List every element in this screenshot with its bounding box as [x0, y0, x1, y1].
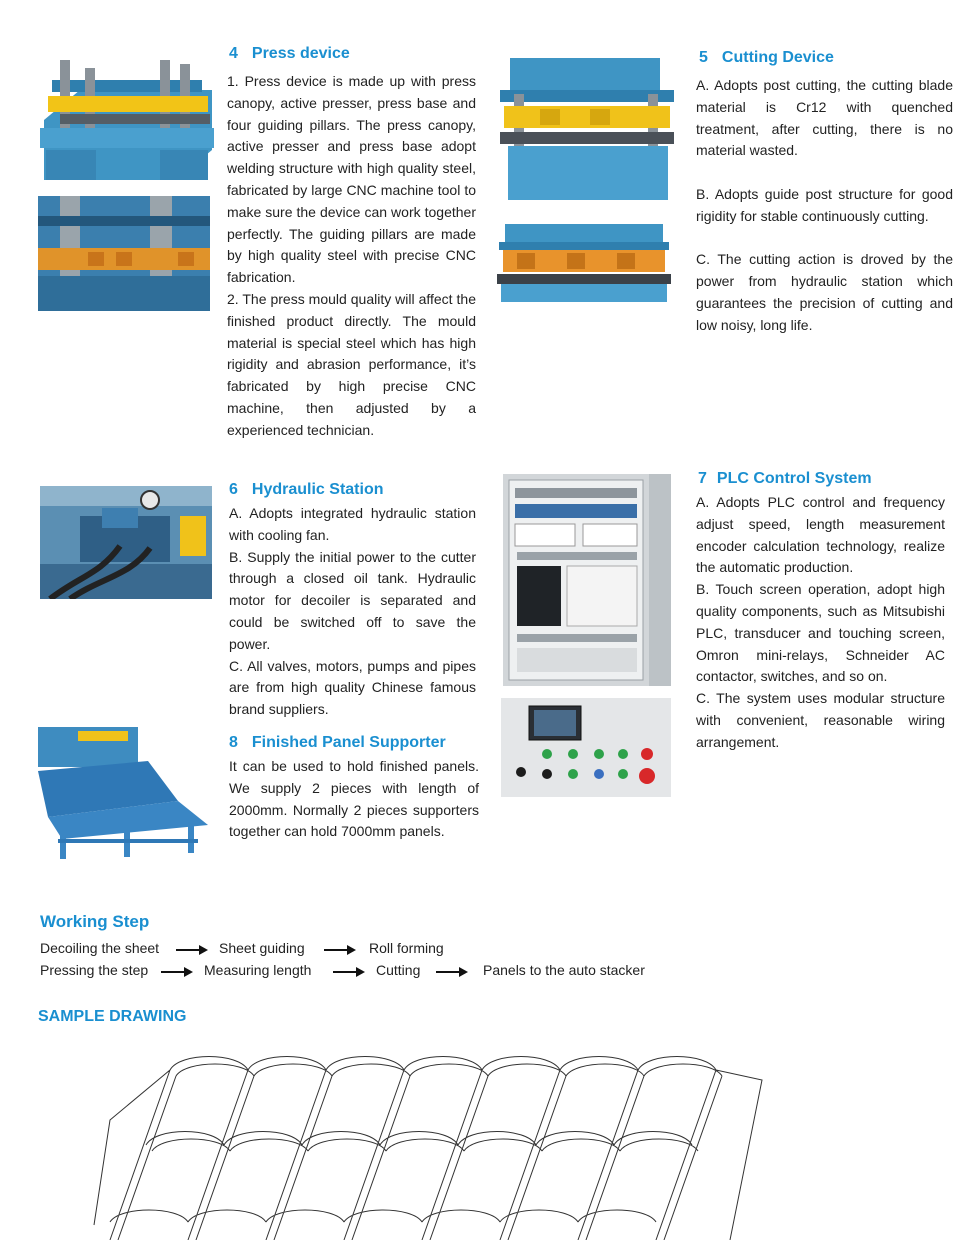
cutting-device-heading: 5 Cutting Device: [699, 49, 834, 66]
tile-outline: [94, 1057, 762, 1241]
panel-supporter-text: It can be used to hold finished panels. We supply 2 pieces with length of 2000mm. Normally 2 pieces supporters together can hold 7000mm panels.: [229, 758, 479, 840]
press-device-photo-bottom: [38, 196, 210, 311]
hydraulic-station-text: A. Adopts integrated hydraulic station with cooling fan. B. Supply the initial power to the cutter through a closed oil tank. Hydraulic motor for decoiler is separated and could be switched off to save the power. C. All valves, motors, pumps and pipes are from high quality Chinese famous brand suppliers.: [229, 505, 476, 718]
sample-drawing-heading: SAMPLE DRAWING: [38, 1008, 187, 1025]
step-roll-forming: Roll forming: [369, 940, 444, 956]
cutting-device-photo-bottom: [497, 218, 671, 304]
working-step-heading: Working Step: [40, 912, 150, 931]
press-device-text: 1. Press device is made up with press canopy, active presser, press base and four guiding pillars. The press canopy, active presser and press base adopt welding structure with high quality steel, fabricated by large CNC machine tool to make sure the device can work together perfectly. The guiding pillars are made by high quality steel with precise CNC fabrication. 2. The press mould quality will affect the finished product directly. The mould material is special steel which has high rigidity and abrasion performance, it’s fabricated by high precise CNC machine, then adjusted by a experienced technician.: [227, 73, 476, 438]
plc-control-heading: 7 PLC Control System: [698, 470, 872, 487]
cutting-device-photo-top: [500, 54, 674, 202]
arrow-icon: [161, 971, 191, 973]
sample-roof-tile-drawing: [90, 1050, 770, 1240]
hydraulic-station-photo: [40, 486, 212, 599]
plc-cabinet-photo: [503, 474, 671, 686]
plc-panel-photo: [501, 698, 671, 797]
step-auto-stacker: Panels to the auto stacker: [483, 962, 645, 978]
arrow-icon: [333, 971, 363, 973]
working-step-row-2: [0, 962, 980, 984]
arrow-icon: [176, 949, 206, 951]
cutting-device-text: A. Adopts post cutting, the cutting blade material is Cr12 with quenched treatment, after cutting, there is no material wasted. B. Adopts guide post structure for good rigidity for stable continuously cutting. C. The cutting action is droved by the power from hydraulic station which guarantees the precision of cutting and low noisy, long life.: [696, 77, 953, 333]
step-sheet-guiding: Sheet guiding: [219, 940, 305, 956]
press-device-heading: 4 Press device: [229, 45, 350, 62]
panel-supporter-heading: 8 Finished Panel Supporter: [229, 734, 446, 751]
step-pressing: Pressing the step: [40, 962, 149, 978]
press-device-photo-top: [40, 50, 214, 182]
plc-control-text: A. Adopts PLC control and frequency adjust speed, length measurement encoder calculation technology, realize the automatic production. B. Touch screen operation, adopt high quality components, such as Mitsubishi PLC, transducer and touching screen, Omron mini-relays, Schneider AC contactor, switches, and so on. C. The system uses modular structure with convenient, reasonable wiring arrangement.: [696, 494, 945, 750]
working-step-row-1: [0, 940, 980, 962]
arrow-icon: [436, 971, 466, 973]
panel-supporter-photo: [38, 727, 210, 859]
step-decoiling: Decoiling the sheet: [40, 940, 160, 956]
step-measuring: Measuring length: [204, 962, 312, 978]
step-cutting: Cutting: [376, 962, 421, 978]
hydraulic-station-heading: 6 Hydraulic Station: [229, 481, 384, 498]
arrow-icon: [324, 949, 354, 951]
